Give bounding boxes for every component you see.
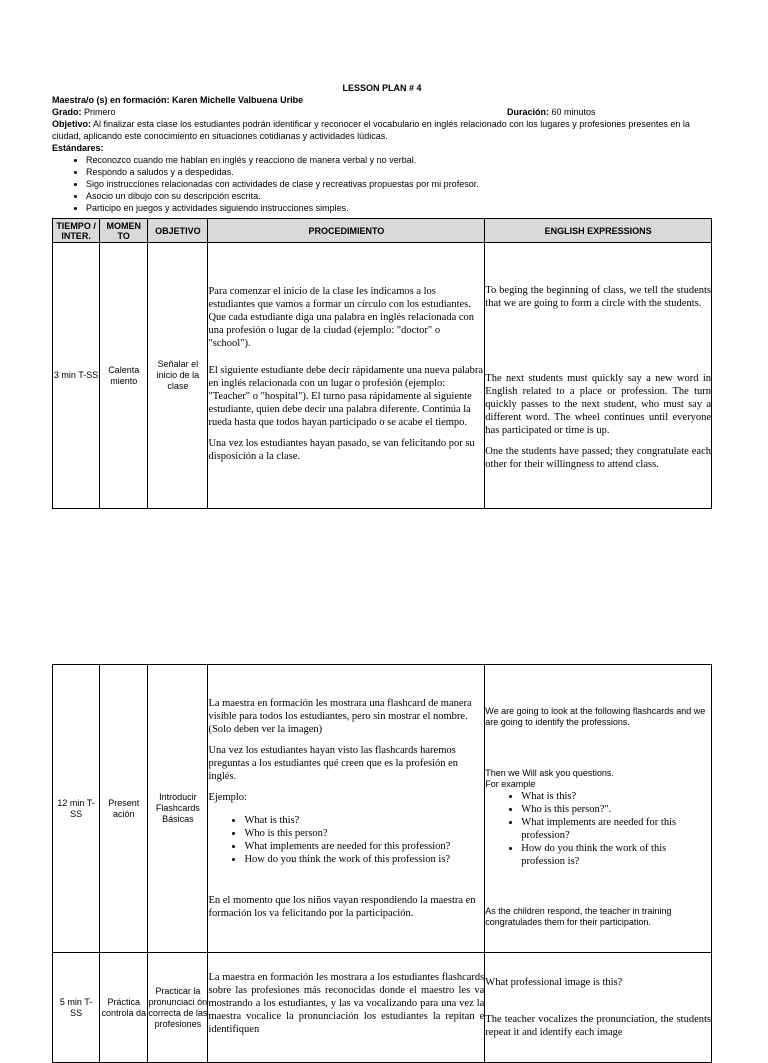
- objective-cell: Practicar la pronunciaci ón correcta de las profesiones: [148, 953, 208, 1063]
- procedure-paragraph: El siguiente estudiante debe decir rápidamente una nueva palabra en inglés relacionada con un lugar o profesión (ejemplo: "Teacher" o "hospital"). El turno pasa rápidamente al siguiente estudiante, quien debe decir una palabra diferente. Continúa la rueda hasta que todos hayan participado o se acabe el tiempo.: [208, 364, 484, 428]
- english-paragraph: For example: [485, 778, 536, 789]
- procedure-paragraph: Ejemplo:: [208, 792, 247, 803]
- header-time: TIEMPO / INTER.: [53, 219, 100, 243]
- table-row: [53, 665, 712, 953]
- standard-item: • Respondo a saludos y a despedidas.: [86, 166, 712, 178]
- teacher-line: [52, 94, 712, 106]
- lesson-table-top: [52, 218, 712, 509]
- grade-duration-line: [52, 106, 712, 118]
- header-procedure: PROCEDIMIENTO: [208, 219, 485, 243]
- standard-item: • Reconozco cuando me hablan en inglés y reacciono de manera verbal y no verbal.: [86, 154, 712, 166]
- procedure-paragraph: Que cada estudiante diga una palabra en inglés relacionada con una profesión o lugar de la ciudad (ejemplo: "doctor" o "school").: [208, 311, 475, 349]
- standard-item: • Participo en juegos y actividades siguiendo instrucciones simples.: [86, 202, 712, 214]
- procedure-paragraph: Para comenzar el inicio de la clase les indicamos a los estudiantes que vamos a formar un círculo con los estudiantes.: [208, 285, 471, 310]
- time-cell: 12 min T-SS: [53, 665, 100, 953]
- list-item: • Who is this person?: [244, 827, 484, 840]
- english-question-list: [485, 790, 711, 868]
- page-title: LESSON PLAN # 4: [342, 83, 422, 93]
- objective-line: [52, 118, 712, 142]
- header-moment: MOMEN TO: [100, 219, 148, 243]
- list-item: • What implements are needed for this profession?: [244, 840, 484, 853]
- procedure-paragraph: La maestra en formación les mostrara a los estudiantes flashcards sobre las profesiones más reconocidas donde el maestro les va mostrando a los estudiantes, y las va vocalizando para una vez la maestra vocalice la pronunciación los estudiantes la repitan e identifiquen: [208, 972, 485, 1035]
- english-paragraph: One the students have passed; they congratulate each other for their willingness to attend class.: [485, 446, 711, 470]
- time-cell: 5 min T- SS: [53, 953, 100, 1063]
- moment-cell: Práctica controla da: [100, 953, 148, 1063]
- list-item: • How do you think the work of this profession is?: [244, 853, 484, 866]
- objective-text: Al finalizar esta clase los estudiantes podrán identificar y reconocer el vocabulario en inglés relacionado con los lugares y profesiones presentes en la ciudad, aplicando este conocimiento en situaciones cotidianas y actividades lúdicas.: [52, 119, 690, 141]
- objective-cell: Señalar el inicio de la clase: [148, 243, 208, 509]
- header-objective: OBJETIVO: [148, 219, 208, 243]
- teacher-label: Maestra/o (s) en formación: Karen Michelle Valbuena Uribe: [52, 95, 304, 105]
- table-row: [53, 243, 712, 509]
- standards-list: [52, 154, 712, 214]
- english-paragraph: To beging the beginning of class, we tell the students that we are going to form a circle with the students.: [485, 285, 711, 309]
- objective-label: Objetivo:: [52, 119, 92, 129]
- list-item: • What is this?: [521, 790, 711, 803]
- list-item: • What implements are needed for this profession?: [521, 816, 711, 842]
- procedure-cell: [208, 665, 485, 953]
- english-cell: [485, 243, 712, 509]
- procedure-cell: [208, 953, 485, 1063]
- standard-item: • Asocio un dibujo con su descripción escrita.: [86, 190, 712, 202]
- procedure-question-list: [208, 814, 484, 866]
- english-paragraph: Then we Will ask you questions.: [485, 767, 614, 778]
- standard-item: • Sigo instrucciones relacionadas con actividades de clase y recreativas propuestas por mi profesor.: [86, 178, 712, 190]
- time-cell: 3 min T-SS: [53, 243, 100, 509]
- english-paragraph: The teacher vocalizes the pronunciation, the students repeat it and identify each image: [485, 1014, 711, 1038]
- standards-label: Estándares:: [52, 143, 104, 153]
- header-english: ENGLISH EXPRESSIONS: [485, 219, 712, 243]
- list-item: • Who is this person?".: [521, 803, 711, 816]
- grade-label: Grado:: [52, 107, 82, 117]
- duration-value: 60 minutos: [551, 107, 596, 117]
- lesson-header: [52, 82, 712, 214]
- moment-cell: Present ación: [100, 665, 148, 953]
- lesson-table-bottom: [52, 664, 712, 1063]
- english-paragraph: We are going to look at the following flashcards and we are going to identify the professions.: [485, 705, 706, 727]
- procedure-paragraph: En el momento que los niños vayan respondiendo la maestra en formación los va felicitando por la participación.: [208, 895, 476, 919]
- procedure-paragraph: La maestra en formación les mostrara una flashcard de manera visible para todos los estudiantes, pero sin mostrar el nombre. (Solo deben ver la imagen): [208, 698, 472, 735]
- duration-label: Duración:: [507, 107, 550, 117]
- english-paragraph: The next students must quickly say a new word in English related to a place or profession. The turn quickly passes to the next student, who must say a different word. The wheel continues until everyone has participated or time is up.: [485, 373, 711, 436]
- moment-cell: Calenta miento: [100, 243, 148, 509]
- objective-cell: Introducir Flashcards Básicas: [148, 665, 208, 953]
- list-item: • How do you think the work of this profession is?: [521, 842, 711, 868]
- table-header-row: [53, 219, 712, 243]
- grade-value: Primero: [84, 107, 116, 117]
- list-item: • What is this?: [244, 814, 484, 827]
- english-cell: [485, 953, 712, 1063]
- table-row: [53, 953, 712, 1063]
- procedure-cell: [208, 243, 485, 509]
- english-paragraph: As the children respond, the teacher in training congratulades them for their participation.: [485, 905, 672, 927]
- procedure-paragraph: Una vez los estudiantes hayan pasado, se van felicitando por su disposición a la clase.: [208, 437, 475, 462]
- english-cell: [485, 665, 712, 953]
- english-paragraph: What professional image is this?: [485, 977, 623, 988]
- procedure-paragraph: Una vez los estudiantes hayan visto las flashcards haremos preguntas a los estudiantes qué creen que es la profesión en inglés.: [208, 745, 459, 782]
